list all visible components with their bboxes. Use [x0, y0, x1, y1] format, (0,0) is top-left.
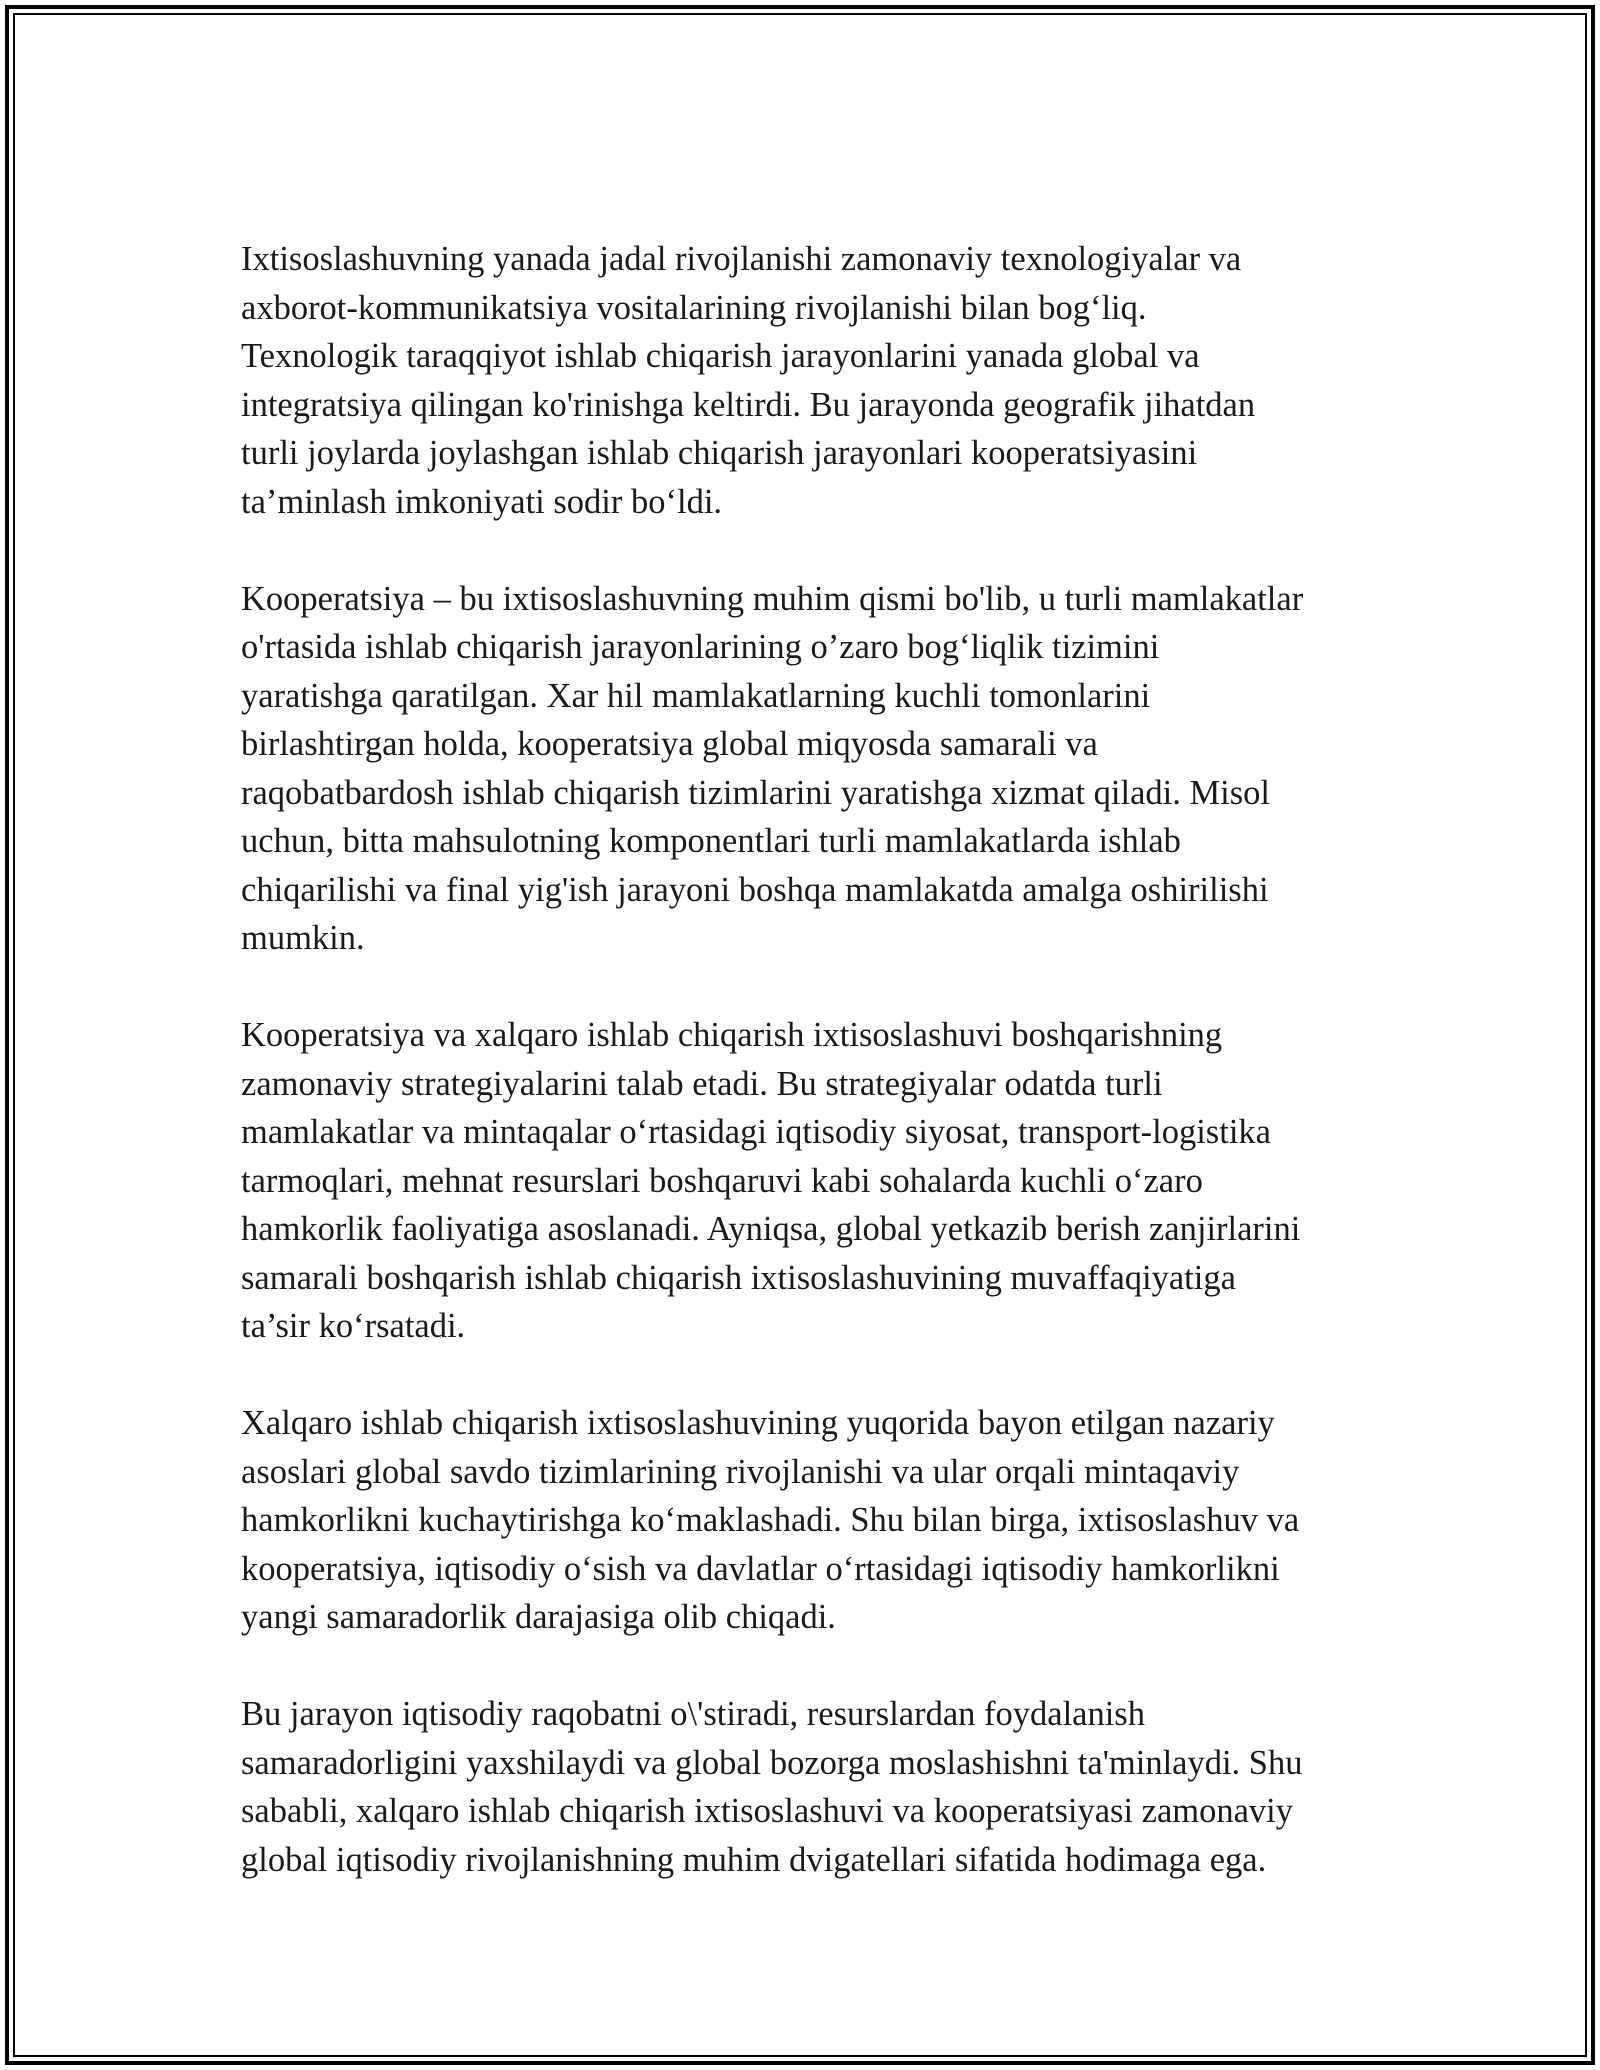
paragraph-2: Kooperatsiya – bu ixtisoslashuvning muhim qismi bo'lib, u turli mamlakatlar o'rtasida ishlab chiqarish jarayonlarining o’zaro bog‘liqlik tizimini yaratishga qaratilgan. Xar hil mamlakatlarning kuchli tomonlarini birlashtirgan holda, kooperatsiya global miqyosda samarali va raqobatbardosh ishlab chiqarish tizimlarini yaratishga xizmat qiladi. Misol uchun, bitta mahsulotning komponentlari turli mamlakatlarda ishlab chiqarilishi va final yig'ish jarayoni boshqa mamlakatda amalga oshirilishi mumkin. — [241, 579, 1304, 957]
paragraph-5: Bu jarayon iqtisodiy raqobatni o\'stiradi, resurslardan foydalanish samaradorligini yaxshilaydi va global bozorga moslashishni ta'minlaydi. Shu sababli, xalqaro ishlab chiqarish ixtisoslashuvi va kooperatsiyasi zamonaviy global iqtisodiy rivojlanishning muhim dvigatellari sifatida hodimaga ega. — [241, 1695, 1303, 1879]
paragraph-3: Kooperatsiya va xalqaro ishlab chiqarish ixtisoslashuvi boshqarishning zamonaviy strategiyalarini talab etadi. Bu strategiyalar odatda turli mamlakatlar va mintaqalar o‘rtasidagi iqtisodiy siyosat, transport-logistika tarmoqlari, mehnat resurslari boshqaruvi kabi sohalarda kuchli o‘zaro hamkorlik faoliyatiga asoslanadi. Ayniqsa, global yetkazib berish zanjirlarini samarali boshqarish ishlab chiqarish ixtisoslashuvining muvaffaqiyatiga ta’sir ko‘rsatadi. — [241, 1016, 1301, 1345]
paragraph-4: Xalqaro ishlab chiqarish ixtisoslashuvining yuqorida bayon etilgan nazariy asoslari global savdo tizimlarining rivojlanishi va ular orqali mintaqaviy hamkorlikni kuchaytirishga ko‘maklashadi. Shu bilan birga, ixtisoslashuv va kooperatsiya, iqtisodiy o‘sish va davlatlar o‘rtasidagi iqtisodiy hamkorlikni yangi samaradorlik darajasiga olib chiqadi. — [241, 1404, 1300, 1636]
page-border — [5, 5, 1595, 2065]
paragraph-1: Ixtisoslashuvning yanada jadal rivojlanishi zamonaviy texnologiyalar va axborot-kommunikatsiya vositalarining rivojlanishi bilan bog‘liq. Texnologik taraqqiyot ishlab chiqarish jarayonlarini yanada global va integratsiya qilingan ko'rinishga keltirdi. Bu jarayonda geografik jihatdan turli joylarda joylashgan ishlab chiqarish jarayonlari kooperatsiyasini ta’minlash imkoniyati sodir bo‘ldi. — [241, 240, 1256, 521]
document-body — [241, 235, 1381, 1884]
page-border-inner — [13, 13, 1587, 2057]
